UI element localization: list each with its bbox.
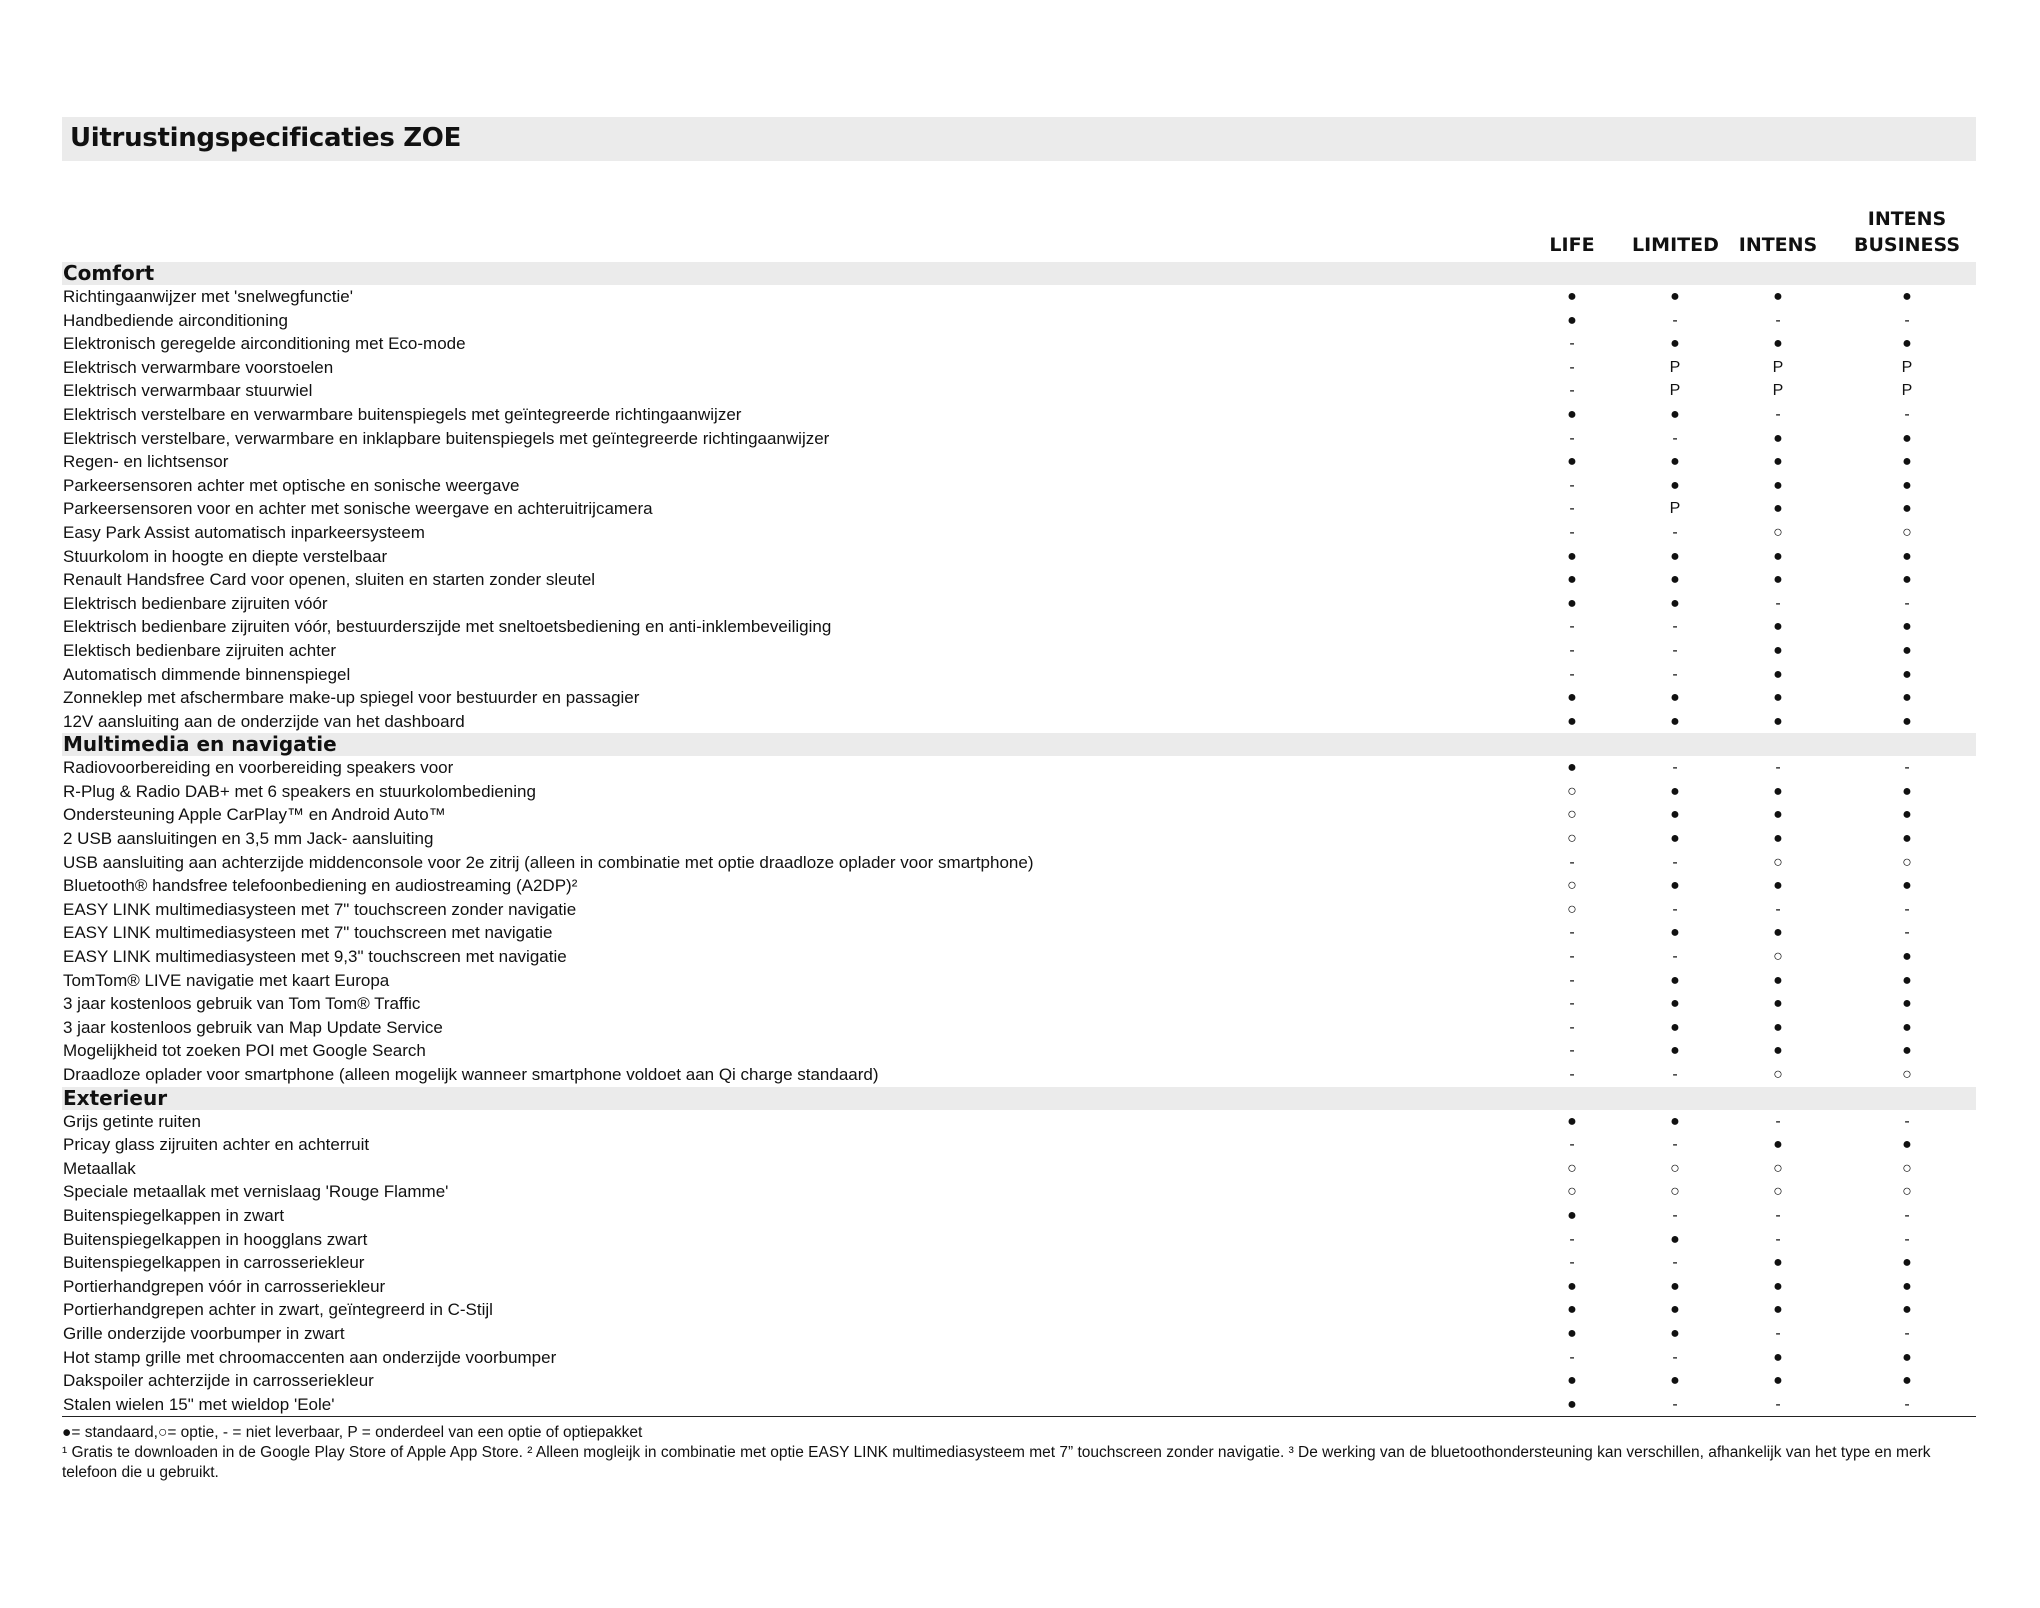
value-cell-life: - (1569, 1066, 1575, 1083)
table-row (62, 379, 1976, 403)
value-cell-limited: P (1669, 382, 1681, 400)
value-cell-intens: ● (1773, 1136, 1783, 1154)
value-cell-intens: - (1775, 405, 1781, 423)
feature-name: Stuurkolom in hoogte en diepte verstelbaar (63, 546, 388, 566)
spec-table (62, 200, 1976, 1417)
value-cell-intens: ● (1773, 1372, 1783, 1390)
table-row (62, 898, 1976, 922)
value-cell-intens-business: ● (1902, 618, 1912, 636)
table-row (62, 992, 1976, 1016)
value-cell-limited: ● (1670, 405, 1680, 423)
value-cell-life: ● (1567, 1277, 1577, 1295)
value-cell-limited: ● (1670, 571, 1680, 589)
value-cell-limited: - (1672, 523, 1678, 541)
table-row (62, 921, 1976, 945)
value-cell-life: ● (1567, 1206, 1577, 1224)
value-cell-limited: - (1672, 1066, 1678, 1083)
value-cell-intens: ● (1773, 476, 1783, 494)
value-cell-intens-business: - (1904, 594, 1910, 612)
column-header-limited: LIMITED (1632, 234, 1719, 256)
value-cell-life: - (1569, 1136, 1575, 1154)
footnote-text: ¹ Gratis te downloaden in de Google Play Store of Apple App Store. ² Alleen mogleijk in combinatie met optie EASY LINK multimediasysteem met 7” touchscreen zonder navigatie. ³ De werking van de bluetoothondersteuning kan verschillen, afhankelijk van het type en merk telefoon die u gebruikt. (62, 1444, 1931, 1481)
value-cell-intens: ● (1773, 288, 1783, 305)
value-cell-life: - (1569, 1230, 1575, 1248)
feature-name: Radiovoorbereiding en voorbereiding speakers voor (63, 758, 454, 778)
value-cell-life: - (1569, 1348, 1575, 1366)
feature-name: 3 jaar kostenloos gebruik van Map Update Service (63, 1017, 443, 1037)
table-row (62, 403, 1976, 427)
value-cell-intens: ● (1773, 971, 1783, 989)
feature-name: Elektrisch bedienbare zijruiten vóór (63, 593, 328, 613)
table-row (62, 332, 1976, 356)
table-row (62, 851, 1976, 875)
table-row (62, 1393, 1976, 1417)
value-cell-life: ● (1567, 311, 1577, 329)
value-cell-limited: ● (1670, 830, 1680, 848)
value-cell-limited: ● (1670, 806, 1680, 824)
value-cell-intens: - (1775, 594, 1781, 612)
value-cell-intens: - (1775, 1230, 1781, 1248)
table-row (62, 780, 1976, 804)
value-cell-intens-business: ● (1902, 547, 1912, 565)
feature-name: Elektronisch geregelde airconditioning met Eco-mode (63, 334, 466, 354)
value-cell-intens-business: ● (1902, 1348, 1912, 1366)
feature-name: Elektrisch verwarmbaar stuurwiel (63, 381, 313, 401)
value-cell-intens-business: - (1838, 1393, 1976, 1417)
table-row (62, 1298, 1976, 1322)
value-cell-intens-business: ● (1902, 782, 1912, 800)
value-cell-intens: ● (1773, 1301, 1783, 1319)
value-cell-limited: - (1672, 948, 1678, 966)
value-cell-limited: - (1672, 1254, 1678, 1272)
value-cell-limited: - (1672, 759, 1678, 777)
feature-name: USB aansluiting aan achterzijde middenconsole voor 2e zitrij (alleen in combinatie met optie draadloze oplader voor smartphone) (63, 852, 1034, 872)
value-cell-limited: ● (1670, 971, 1680, 989)
value-cell-life: - (1569, 1018, 1575, 1036)
value-cell-intens-business: ● (1902, 689, 1912, 707)
value-cell-limited: ○ (1670, 1159, 1680, 1177)
value-cell-limited: ● (1670, 782, 1680, 800)
value-cell-intens: ○ (1773, 1066, 1783, 1083)
feature-name: 2 USB aansluitingen en 3,5 mm Jack- aansluiting (63, 829, 434, 849)
table-row (62, 285, 1976, 309)
table-row (62, 1180, 1976, 1204)
value-cell-life: ● (1567, 712, 1577, 730)
value-cell-intens: ● (1773, 547, 1783, 565)
value-cell-intens: ● (1773, 1348, 1783, 1366)
value-cell-intens-business: - (1904, 759, 1910, 777)
table-row (62, 474, 1976, 498)
value-cell-life: ● (1567, 288, 1577, 305)
value-cell-intens-business: ● (1902, 1018, 1912, 1036)
page-title: Uitrustingspecificaties ZOE (70, 123, 462, 153)
value-cell-limited: - (1672, 1136, 1678, 1154)
value-cell-life: - (1569, 429, 1575, 447)
value-cell-life: ● (1567, 453, 1577, 471)
value-cell-limited: ● (1670, 476, 1680, 494)
value-cell-limited: P (1669, 500, 1681, 518)
value-cell-life: - (1569, 382, 1575, 400)
table-row (62, 945, 1976, 969)
value-cell-limited: - (1672, 665, 1678, 683)
value-cell-life: - (1569, 1254, 1575, 1272)
value-cell-life: ○ (1567, 877, 1577, 895)
value-cell-intens-business: ● (1902, 1277, 1912, 1295)
value-cell-life: ● (1567, 405, 1577, 423)
value-cell-intens-business: ● (1902, 971, 1912, 989)
table-row (62, 497, 1976, 521)
feature-name: 12V aansluiting aan de onderzijde van het dashboard (63, 711, 465, 731)
value-cell-intens: ● (1773, 500, 1783, 518)
value-cell-limited: ● (1670, 1372, 1680, 1390)
value-cell-intens-business: ● (1902, 830, 1912, 848)
value-cell-intens-business: ○ (1902, 1066, 1912, 1083)
value-cell-life: - (1569, 476, 1575, 494)
table-row (62, 1228, 1976, 1252)
feature-name: Elektrisch verwarmbare voorstoelen (63, 357, 334, 377)
value-cell-life: - (1569, 523, 1575, 541)
table-row (62, 568, 1976, 592)
value-cell-limited: ● (1670, 453, 1680, 471)
value-cell-intens: ● (1773, 806, 1783, 824)
value-cell-life: ○ (1567, 1159, 1577, 1177)
value-cell-life: ○ (1567, 1183, 1577, 1201)
value-cell-life: ● (1567, 1372, 1577, 1390)
value-cell-intens: ● (1773, 1277, 1783, 1295)
column-header-intens: INTENS (1738, 234, 1818, 256)
value-cell-limited: - (1672, 311, 1678, 329)
table-row (62, 710, 1976, 734)
section-header-row (62, 262, 1976, 285)
section-header-row (62, 733, 1976, 756)
table-row (62, 1039, 1976, 1063)
table-row (62, 827, 1976, 851)
value-cell-intens: ● (1773, 830, 1783, 848)
value-cell-intens-business: ○ (1902, 1183, 1912, 1201)
table-row (62, 1110, 1976, 1134)
value-cell-intens-business: ● (1902, 500, 1912, 518)
value-cell-intens: ○ (1773, 1159, 1783, 1177)
value-cell-intens-business: ● (1902, 665, 1912, 683)
feature-name: Elektisch bedienbare zijruiten achter (63, 640, 337, 660)
value-cell-intens-business: ● (1902, 995, 1912, 1013)
table-row (62, 874, 1976, 898)
feature-name: 3 jaar kostenloos gebruik van Tom Tom® Traffic (63, 994, 421, 1014)
value-cell-intens: ● (1773, 453, 1783, 471)
value-cell-limited: ● (1670, 924, 1680, 942)
value-cell-intens: ○ (1773, 853, 1783, 871)
feature-name: Portierhandgrepen achter in zwart, geïntegreerd in C-Stijl (63, 1300, 493, 1320)
feature-name: Buitenspiegelkappen in hoogglans zwart (63, 1229, 368, 1249)
value-cell-life: - (1569, 358, 1575, 376)
value-cell-life: ● (1567, 547, 1577, 565)
value-cell-life: ● (1512, 1393, 1632, 1417)
value-cell-life: - (1569, 1042, 1575, 1060)
section-title: Exterieur (62, 1087, 1976, 1110)
value-cell-intens-business: - (1904, 1324, 1910, 1342)
value-cell-limited: - (1672, 618, 1678, 636)
section-title: Multimedia en navigatie (62, 733, 1976, 756)
table-row (62, 427, 1976, 451)
value-cell-limited: ● (1670, 1112, 1680, 1130)
value-cell-limited: ● (1670, 995, 1680, 1013)
feature-name: Metaallak (63, 1158, 136, 1178)
feature-name: Portierhandgrepen vóór in carrosseriekleur (63, 1276, 386, 1296)
feature-name: Parkeersensoren voor en achter met sonische weergave en achteruitrijcamera (63, 499, 653, 519)
column-header-intens-business: INTENS BUSINESS (1853, 208, 1961, 256)
feature-name: Handbediende airconditioning (63, 310, 288, 330)
value-cell-intens: ● (1773, 995, 1783, 1013)
table-row (62, 592, 1976, 616)
value-cell-intens-business: ● (1902, 806, 1912, 824)
table-row (62, 545, 1976, 569)
value-cell-life: ● (1567, 1324, 1577, 1342)
table-row (62, 615, 1976, 639)
value-cell-intens: ○ (1773, 948, 1783, 966)
table-row (62, 663, 1976, 687)
value-cell-life: - (1569, 500, 1575, 518)
value-cell-life: - (1569, 618, 1575, 636)
value-cell-intens-business: ● (1902, 877, 1912, 895)
value-cell-life: - (1569, 995, 1575, 1013)
value-cell-intens-business: - (1904, 1112, 1910, 1130)
feature-name: Draadloze oplader voor smartphone (alleen mogelijk wanneer smartphone voldoet aan Qi charge standaard) (63, 1065, 879, 1084)
table-row (62, 450, 1976, 474)
feature-name: EASY LINK multimediasysteen met 7" touchscreen met navigatie (63, 923, 553, 943)
value-cell-intens-business: ○ (1902, 523, 1912, 541)
value-cell-life: - (1569, 335, 1575, 353)
value-cell-intens-business: P (1901, 382, 1913, 400)
value-cell-limited: P (1669, 358, 1681, 376)
value-cell-limited: ● (1670, 547, 1680, 565)
value-cell-life: ● (1567, 594, 1577, 612)
value-cell-intens-business: ● (1902, 712, 1912, 730)
value-cell-intens-business: P (1901, 358, 1913, 376)
value-cell-life: - (1569, 948, 1575, 966)
value-cell-limited: ● (1670, 1042, 1680, 1060)
value-cell-life: ● (1567, 1301, 1577, 1319)
table-row (62, 639, 1976, 663)
table-row (62, 1251, 1976, 1275)
value-cell-limited: - (1672, 641, 1678, 659)
value-cell-intens: ● (1773, 429, 1783, 447)
table-row (62, 1204, 1976, 1228)
feature-name: Regen- en lichtsensor (63, 452, 229, 472)
value-cell-intens-business: - (1904, 924, 1910, 942)
value-cell-life: - (1569, 971, 1575, 989)
feature-column-header (62, 200, 1512, 262)
footnotes (62, 1423, 1976, 1483)
value-cell-life: ● (1567, 759, 1577, 777)
feature-name: Dakspoiler achterzijde in carrosseriekleur (63, 1371, 374, 1391)
spec-table-body (62, 262, 1976, 1417)
value-cell-life: - (1569, 853, 1575, 871)
feature-name: Renault Handsfree Card voor openen, sluiten en starten zonder sleutel (63, 570, 596, 590)
value-cell-intens-business: ○ (1902, 1159, 1912, 1177)
feature-name: Grille onderzijde voorbumper in zwart (63, 1323, 345, 1343)
value-cell-limited: ● (1670, 1230, 1680, 1248)
feature-name: Richtingaanwijzer met 'snelwegfunctie' (63, 287, 353, 306)
value-cell-life: - (1569, 665, 1575, 683)
value-cell-limited: ● (1670, 877, 1680, 895)
table-row (62, 1133, 1976, 1157)
value-cell-intens-business: ● (1902, 453, 1912, 471)
value-cell-limited: - (1672, 1206, 1678, 1224)
value-cell-intens: ● (1773, 665, 1783, 683)
value-cell-limited: ● (1670, 712, 1680, 730)
value-cell-life: - (1569, 641, 1575, 659)
table-row (62, 309, 1976, 333)
value-cell-intens: ● (1773, 618, 1783, 636)
feature-name: Buitenspiegelkappen in carrosseriekleur (63, 1253, 365, 1273)
spec-table-header (62, 200, 1976, 262)
value-cell-intens-business: ● (1902, 1372, 1912, 1390)
table-row (62, 969, 1976, 993)
value-cell-life: - (1569, 924, 1575, 942)
value-cell-intens: ● (1773, 1018, 1783, 1036)
section-header-row (62, 1087, 1976, 1110)
feature-name: EASY LINK multimediasysteen met 9,3" touchscreen met navigatie (63, 947, 567, 967)
value-cell-limited: - (1672, 429, 1678, 447)
value-cell-intens-business: - (1904, 900, 1910, 918)
value-cell-limited: ● (1670, 335, 1680, 353)
feature-name: Elektrisch verstelbare en verwarmbare buitenspiegels met geïntegreerde richtingaanwijzer (63, 404, 742, 424)
column-header-life: LIFE (1549, 234, 1595, 256)
value-cell-intens-business: - (1904, 1230, 1910, 1248)
value-cell-intens: - (1775, 1324, 1781, 1342)
value-cell-intens: ● (1773, 924, 1783, 942)
value-cell-limited: ● (1670, 594, 1680, 612)
table-row (62, 1322, 1976, 1346)
feature-name: Hot stamp grille met chroomaccenten aan onderzijde voorbumper (63, 1347, 557, 1367)
value-cell-limited: ○ (1670, 1183, 1680, 1201)
value-cell-intens-business: ● (1902, 571, 1912, 589)
feature-name: Elektrisch verstelbare, verwarmbare en inklapbare buitenspiegels met geïntegreerde richtingaanwijzer (63, 428, 830, 448)
value-cell-life: ○ (1567, 806, 1577, 824)
table-row (62, 1157, 1976, 1181)
value-cell-limited: ● (1670, 1277, 1680, 1295)
table-row (62, 1016, 1976, 1040)
feature-name: Buitenspiegelkappen in zwart (63, 1205, 285, 1225)
value-cell-intens: P (1772, 382, 1784, 400)
value-cell-intens: - (1775, 1206, 1781, 1224)
value-cell-life: ○ (1567, 900, 1577, 918)
feature-name: Easy Park Assist automatisch inparkeersysteem (63, 522, 425, 542)
value-cell-intens: - (1775, 759, 1781, 777)
value-cell-limited: - (1672, 1348, 1678, 1366)
value-cell-intens-business: ● (1902, 1136, 1912, 1154)
value-cell-limited: - (1672, 900, 1678, 918)
value-cell-life: ○ (1567, 782, 1577, 800)
value-cell-limited: - (1672, 853, 1678, 871)
title-bar (62, 117, 1976, 161)
feature-name: Parkeersensoren achter met optische en sonische weergave (63, 475, 520, 495)
table-row (62, 521, 1976, 545)
feature-name: Speciale metaallak met vernislaag 'Rouge Flamme' (63, 1182, 449, 1202)
value-cell-intens: ○ (1773, 523, 1783, 541)
table-row (62, 356, 1976, 380)
value-cell-intens-business: - (1904, 311, 1910, 329)
value-cell-intens: P (1772, 358, 1784, 376)
value-cell-intens: ● (1773, 877, 1783, 895)
value-cell-intens: ● (1773, 782, 1783, 800)
feature-name: R-Plug & Radio DAB+ met 6 speakers en stuurkolombediening (63, 781, 536, 801)
value-cell-intens: ● (1773, 712, 1783, 730)
value-cell-intens-business: ● (1902, 476, 1912, 494)
value-cell-intens-business: ● (1902, 335, 1912, 353)
value-cell-limited: - (1632, 1393, 1718, 1417)
value-cell-intens: - (1775, 900, 1781, 918)
value-cell-limited: ● (1670, 288, 1680, 305)
value-cell-limited: ● (1670, 1324, 1680, 1342)
table-row (62, 1063, 1976, 1087)
value-cell-limited: ● (1670, 689, 1680, 707)
feature-name: TomTom® LIVE navigatie met kaart Europa (63, 970, 390, 990)
section-title: Comfort (62, 262, 1976, 285)
value-cell-intens-business: ● (1902, 641, 1912, 659)
value-cell-life: ● (1567, 689, 1577, 707)
value-cell-intens: ● (1773, 1042, 1783, 1060)
value-cell-intens: ○ (1773, 1183, 1783, 1201)
table-row (62, 756, 1976, 780)
value-cell-intens: ● (1773, 641, 1783, 659)
value-cell-intens-business: - (1904, 405, 1910, 423)
value-cell-life: ● (1567, 1112, 1577, 1130)
feature-name: Stalen wielen 15" met wieldop 'Eole' (62, 1393, 1512, 1417)
feature-name: Automatisch dimmende binnenspiegel (63, 664, 351, 684)
feature-name: Elektrisch bedienbare zijruiten vóór, bestuurderszijde met sneltoetsbediening en anti-inklembeveiliging (63, 617, 832, 637)
value-cell-intens-business: ● (1902, 1042, 1912, 1060)
value-cell-intens: ● (1773, 571, 1783, 589)
value-cell-intens-business: ● (1902, 948, 1912, 966)
value-cell-intens: - (1718, 1393, 1838, 1417)
value-cell-intens: ● (1773, 335, 1783, 353)
feature-name: EASY LINK multimediasysteen met 7" touchscreen zonder navigatie (63, 899, 577, 919)
value-cell-intens-business: ● (1902, 1301, 1912, 1319)
value-cell-life: ○ (1567, 830, 1577, 848)
feature-name: Pricay glass zijruiten achter en achterruit (63, 1135, 370, 1155)
value-cell-intens: ● (1773, 689, 1783, 707)
table-row (62, 1369, 1976, 1393)
value-cell-intens: - (1775, 1112, 1781, 1130)
value-cell-intens: - (1775, 311, 1781, 329)
table-row (62, 1346, 1976, 1370)
value-cell-intens-business: ● (1902, 429, 1912, 447)
legend-text: ●= standaard,○= optie, - = niet leverbaar, P = onderdeel van een optie of optiepakket (62, 1424, 643, 1441)
feature-name: Zonneklep met afschermbare make-up spiegel voor bestuurder en passagier (63, 688, 640, 708)
value-cell-life: ● (1567, 571, 1577, 589)
value-cell-limited: ● (1670, 1301, 1680, 1319)
value-cell-limited: ● (1670, 1018, 1680, 1036)
value-cell-intens-business: ● (1902, 288, 1912, 305)
table-row (62, 686, 1976, 710)
feature-name: Ondersteuning Apple CarPlay™ en Android Auto™ (63, 805, 446, 825)
value-cell-intens: ● (1773, 1254, 1783, 1272)
feature-name: Grijs getinte ruiten (63, 1111, 201, 1131)
feature-name: Mogelijkheid tot zoeken POI met Google Search (63, 1041, 426, 1061)
value-cell-intens-business: - (1904, 1206, 1910, 1224)
table-row (62, 1275, 1976, 1299)
value-cell-intens-business: ● (1902, 1254, 1912, 1272)
table-row (62, 803, 1976, 827)
feature-name: Bluetooth® handsfree telefoonbediening en audiostreaming (A2DP)² (63, 876, 578, 896)
value-cell-intens-business: ○ (1902, 853, 1912, 871)
